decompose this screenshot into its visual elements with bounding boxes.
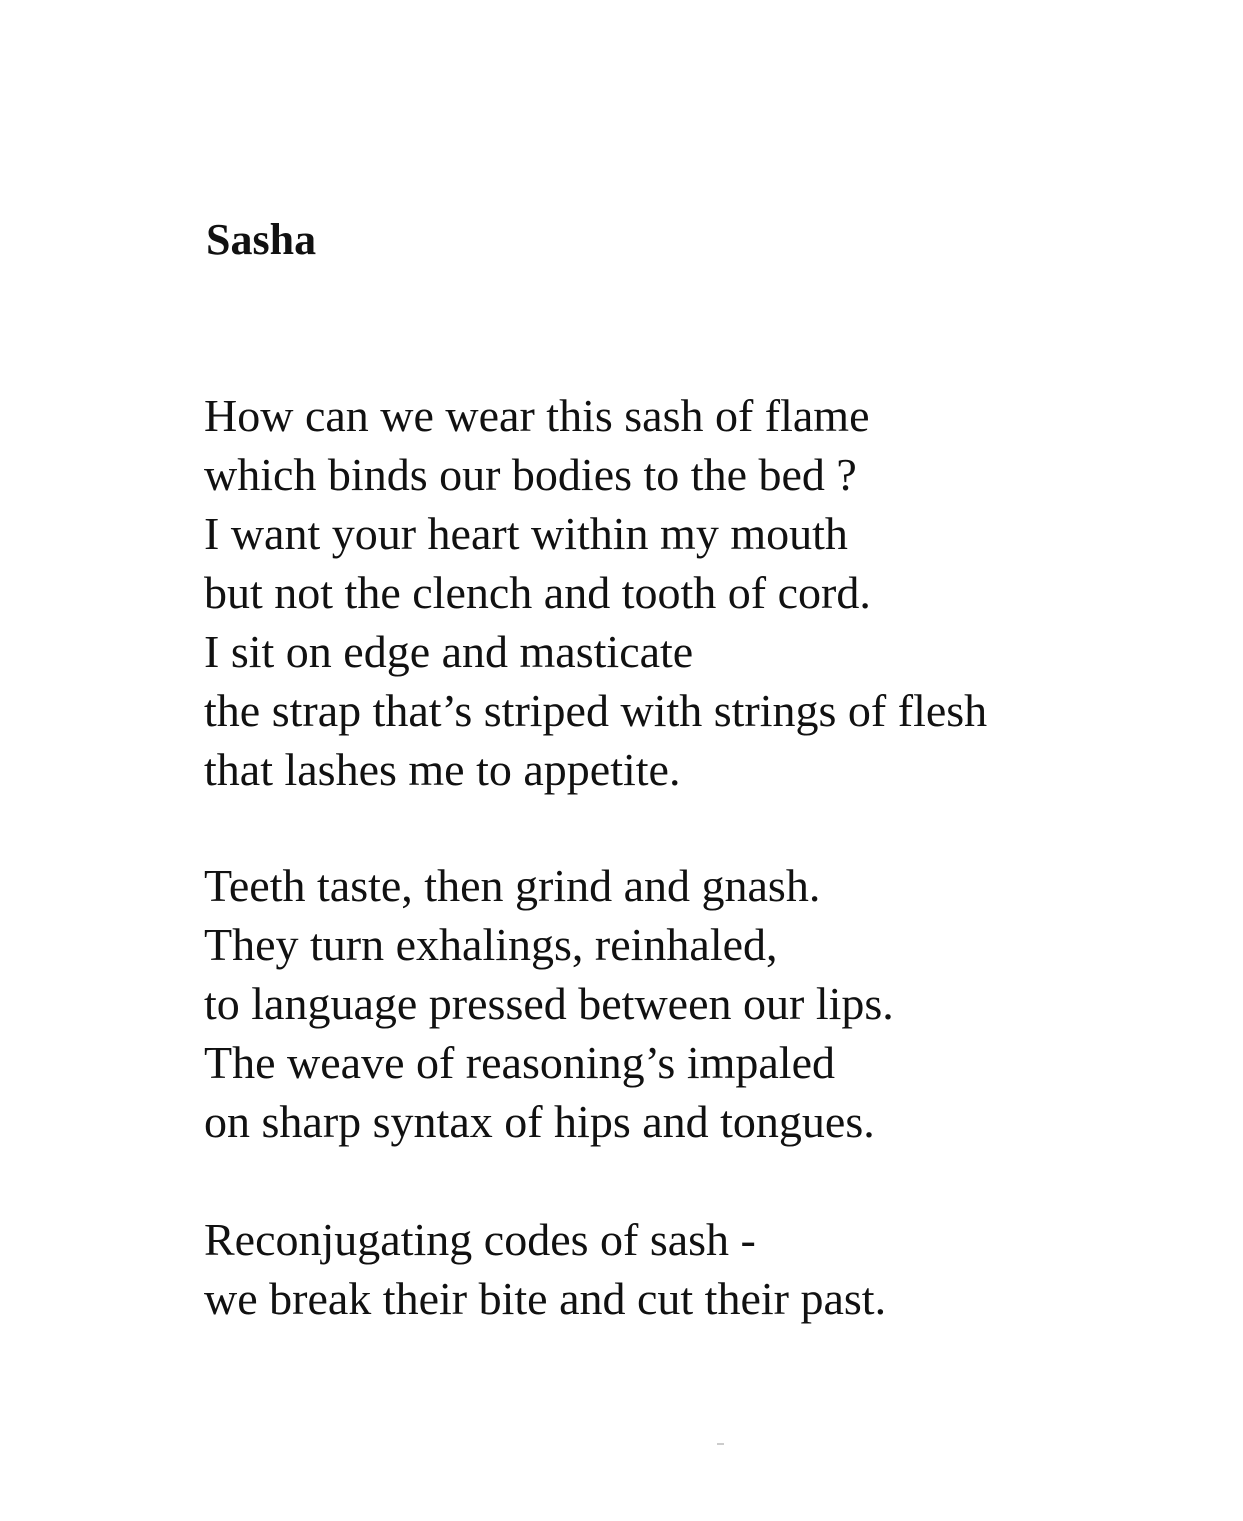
stanza-1 [204,386,987,799]
poem-line: we break their bite and cut their past. [204,1273,887,1324]
poem-line: I sit on edge and masticate [204,626,694,677]
poem-line: the strap that’s striped with strings of flesh [204,685,988,736]
poem-line: They turn exhalings, reinhaled, [204,919,778,970]
poem-line: but not the clench and tooth of cord. [204,567,871,618]
poem-line: which binds our bodies to the bed ? [204,449,857,500]
poem-line: Reconjugating codes of sash - [204,1214,756,1265]
stanza-2 [204,856,894,1151]
poem-title: Sasha [206,215,317,264]
scan-speck [717,1443,724,1445]
poem-line: on sharp syntax of hips and tongues. [204,1096,875,1147]
poem-line: I want your heart within my mouth [204,508,848,559]
poem-line: How can we wear this sash of flame [204,390,870,441]
stanza-3 [204,1210,886,1328]
poem-line: that lashes me to appetite. [204,744,681,795]
poem-line: to language pressed between our lips. [204,978,894,1029]
poem-line: The weave of reasoning’s impaled [204,1037,835,1088]
poem-line: Teeth taste, then grind and gnash. [204,860,821,911]
